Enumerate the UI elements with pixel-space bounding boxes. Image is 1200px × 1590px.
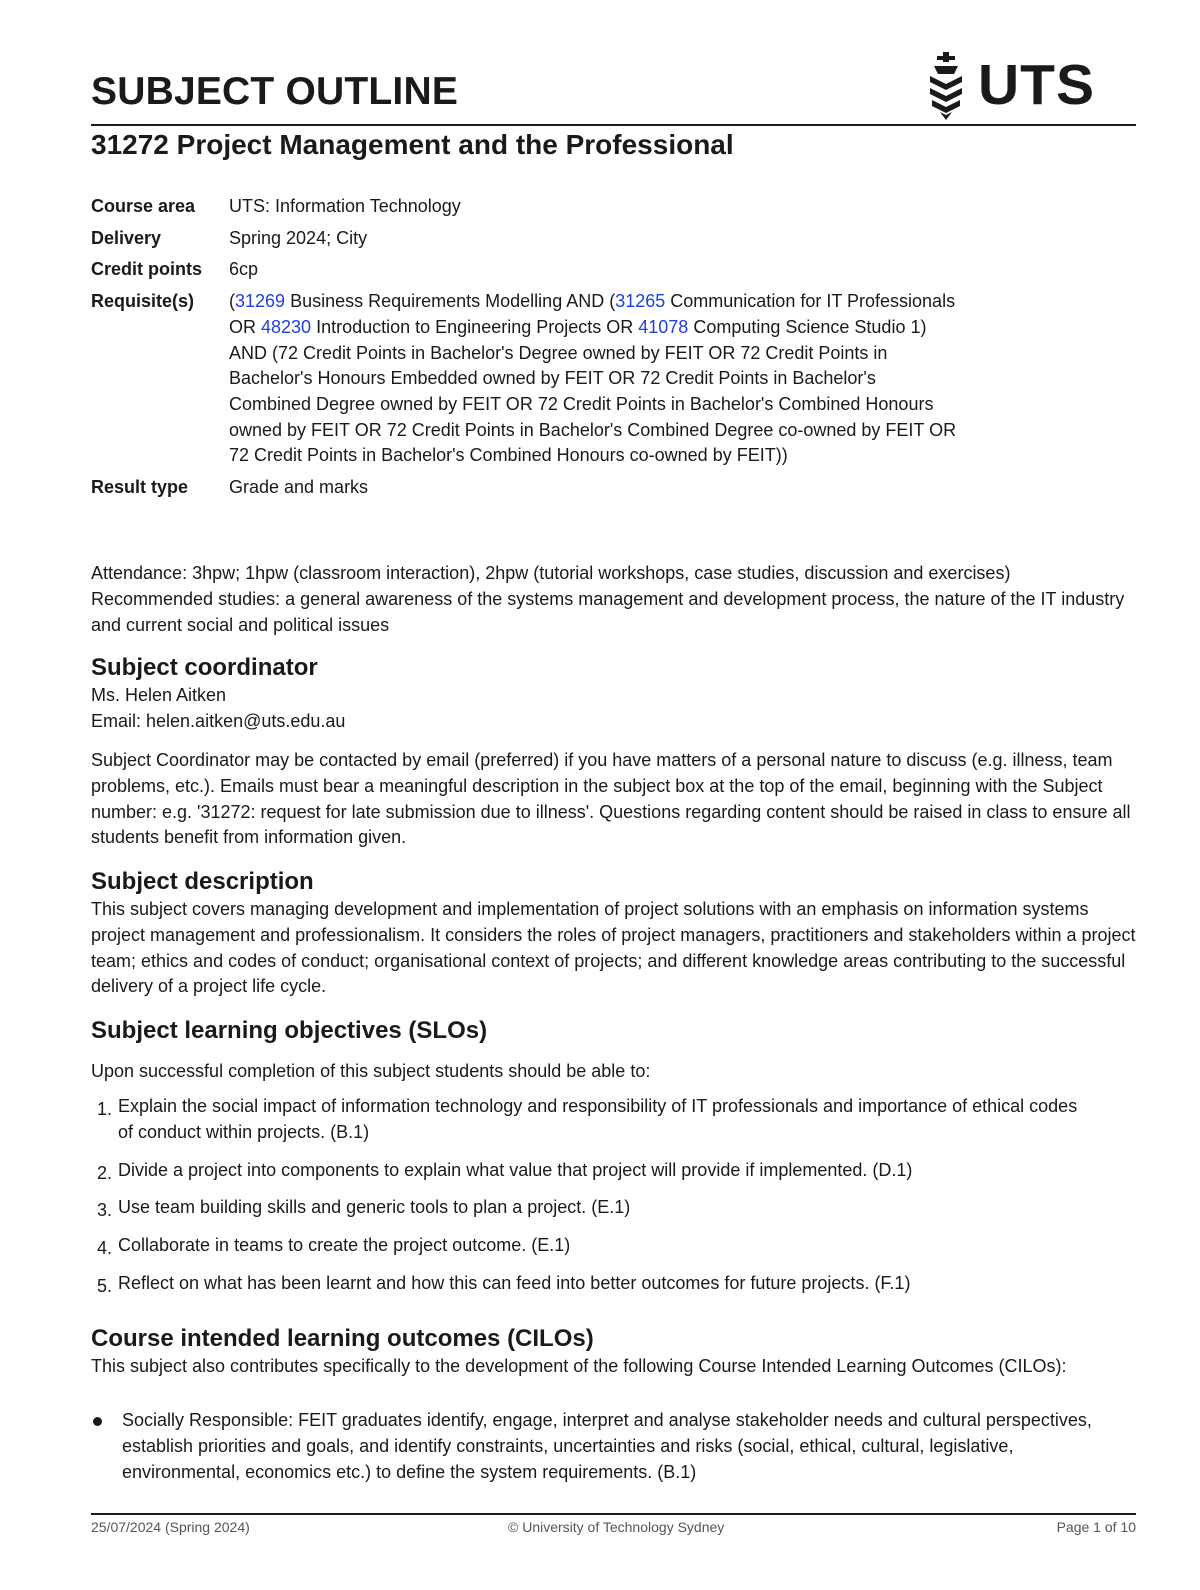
result-type-value: Grade and marks: [229, 477, 369, 498]
requisites-text: [229, 289, 959, 469]
requisite-link-41078[interactable]: 41078: [638, 316, 689, 337]
requisites-text-part: (: [229, 291, 235, 312]
footer-copyright: © University of Technology Sydney: [508, 1519, 725, 1535]
requisites-value: [229, 289, 991, 475]
list-item-number: 1.: [97, 1099, 113, 1119]
list-item: [91, 1195, 1091, 1221]
coordinator-name: Ms. Helen Aitken: [91, 685, 227, 705]
metadata-row-result-type: [91, 475, 991, 507]
requisite-link-48230[interactable]: 48230: [261, 316, 312, 337]
delivery-value: Spring 2024; City: [229, 227, 368, 248]
credit-points-label: Credit points: [91, 259, 202, 280]
list-item: [91, 1233, 1091, 1259]
requisites-text-part: Business Requirements Modelling AND (: [285, 291, 616, 312]
result-type-label: Result type: [91, 477, 189, 498]
slos-heading: Subject learning objectives (SLOs): [91, 1017, 488, 1044]
attendance-text: Attendance: 3hpw; 1hpw (classroom interaction), 2hpw (tutorial workshops, case studies, discussion and exercises): [91, 563, 1011, 583]
uts-crest-icon: [926, 52, 966, 122]
cilos-intro: This subject also contributes specifically to the development of the following Course Intended Learning Outcomes (CILOs):: [91, 1356, 1067, 1376]
coordinator-email[interactable]: Email: helen.aitken@uts.edu.au: [91, 710, 346, 731]
course-area-value: UTS: Information Technology: [229, 196, 461, 216]
slos-list: [91, 1094, 1091, 1309]
subject-title: 31272 Project Management and the Professional: [91, 129, 734, 160]
recommended-studies-text: Recommended studies: a general awareness of the systems management and development process, the nature of the IT industry and current social and political issues: [91, 588, 1125, 635]
list-item-number: 4.: [97, 1238, 113, 1259]
metadata-row-credit-points: [91, 257, 991, 289]
delivery-label: Delivery: [91, 227, 162, 248]
credit-points-value: 6cp: [229, 259, 259, 280]
course-area-label: Course area: [91, 196, 196, 216]
list-item-text: Collaborate in teams to create the project outcome. (E.1): [118, 1235, 571, 1256]
bullet-icon: [93, 1417, 102, 1426]
footer-page-number: Page 1 of 10: [1056, 1519, 1136, 1535]
requisites-text-part: Introduction to Engineering Projects OR: [311, 316, 639, 337]
coordinator-contact-note: Subject Coordinator may be contacted by email (preferred) if you have matters of a personal nature to discuss (e.g. illness, team problems, etc.). Emails must bear a meaningful description in the subject box at the top of the email, beginning with the Subject number: e.g. '31272: request for late submission due to illness'. Questions regarding content should be raised in class to ensure all students benefit from information given.: [91, 750, 1131, 848]
list-item-text: Explain the social impact of information technology and responsibility of IT professionals and importance of ethical codes of conduct within projects. (B.1): [118, 1096, 1078, 1142]
description-text: This subject covers managing development and implementation of project solutions with an emphasis on information systems project management and professionalism. It considers the roles of project managers, practitioners and stakeholders within a project team; ethics and codes of conduct; organisational context of projects; and different knowledge areas contributing to the successful delivery of a project life cycle.: [91, 899, 1136, 997]
footer-divider: [91, 1513, 1136, 1515]
list-item-number: 3.: [97, 1200, 113, 1221]
logo-wordmark: UTS: [978, 53, 1095, 117]
list-item: [91, 1408, 1136, 1485]
list-item-number: 5.: [97, 1275, 113, 1296]
subject-metadata-table: [91, 194, 991, 507]
header-divider: [91, 124, 1136, 126]
requisites-label: Requisite(s): [91, 291, 195, 312]
uts-logo: [926, 52, 1096, 122]
document-title: SUBJECT OUTLINE: [91, 70, 459, 113]
list-item-text: Divide a project into components to explain what value that project will provide if implemented. (D.1): [118, 1159, 913, 1180]
list-item-text: Reflect on what has been learnt and how this can feed into better outcomes for future projects. (F.1): [118, 1272, 911, 1293]
metadata-row-course-area: [91, 194, 991, 226]
requisites-text-part: Communication for IT Professionals OR: [229, 291, 956, 337]
list-item: [91, 1271, 1091, 1297]
footer-date: 25/07/2024 (Spring 2024): [91, 1519, 250, 1535]
list-item: [91, 1158, 1091, 1184]
cilos-heading: Course intended learning outcomes (CILOs): [91, 1325, 594, 1352]
requisite-link-31269[interactable]: 31269: [235, 291, 286, 312]
metadata-row-delivery: [91, 226, 991, 258]
list-item-text: Socially Responsible: FEIT graduates identify, engage, interpret and analyse stakeholder needs and cultural perspectives, establish priorities and goals, and identify constraints, uncertainties and risks (social, ethical, cultural, legislative, environmental, economics etc.) to define the system requirements. (B.1): [122, 1410, 1092, 1482]
attendance-info: [91, 561, 1136, 638]
slos-intro: Upon successful completion of this subject students should be able to:: [91, 1061, 651, 1081]
metadata-row-requisites: [91, 289, 991, 475]
coordinator-heading: Subject coordinator: [91, 654, 318, 681]
description-heading: Subject description: [91, 868, 314, 895]
cilos-list: [91, 1408, 1136, 1485]
requisites-text-part: Computing Science Studio 1) AND (72 Credit Points in Bachelor's Degree owned by FEIT OR 72 Credit Points in Bachelor's Honours Embedded owned by FEIT OR 72 Credit Points in Bachelor's Combined Degree owned by FEIT OR 72 Credit Points in Bachelor's Combined Honours owned by FEIT OR 72 Credit Points in Bachelor's Combined Degree co-owned by FEIT OR 72 Credit Points in Bachelor's Combined Honours co-owned by FEIT)): [229, 316, 957, 466]
list-item-number: 2.: [97, 1162, 113, 1183]
coordinator-contact: [91, 683, 1136, 735]
list-item-text: Use team building skills and generic tools to plan a project. (E.1): [118, 1197, 631, 1218]
requisite-link-31265[interactable]: 31265: [615, 291, 666, 312]
list-item: [91, 1094, 1091, 1146]
